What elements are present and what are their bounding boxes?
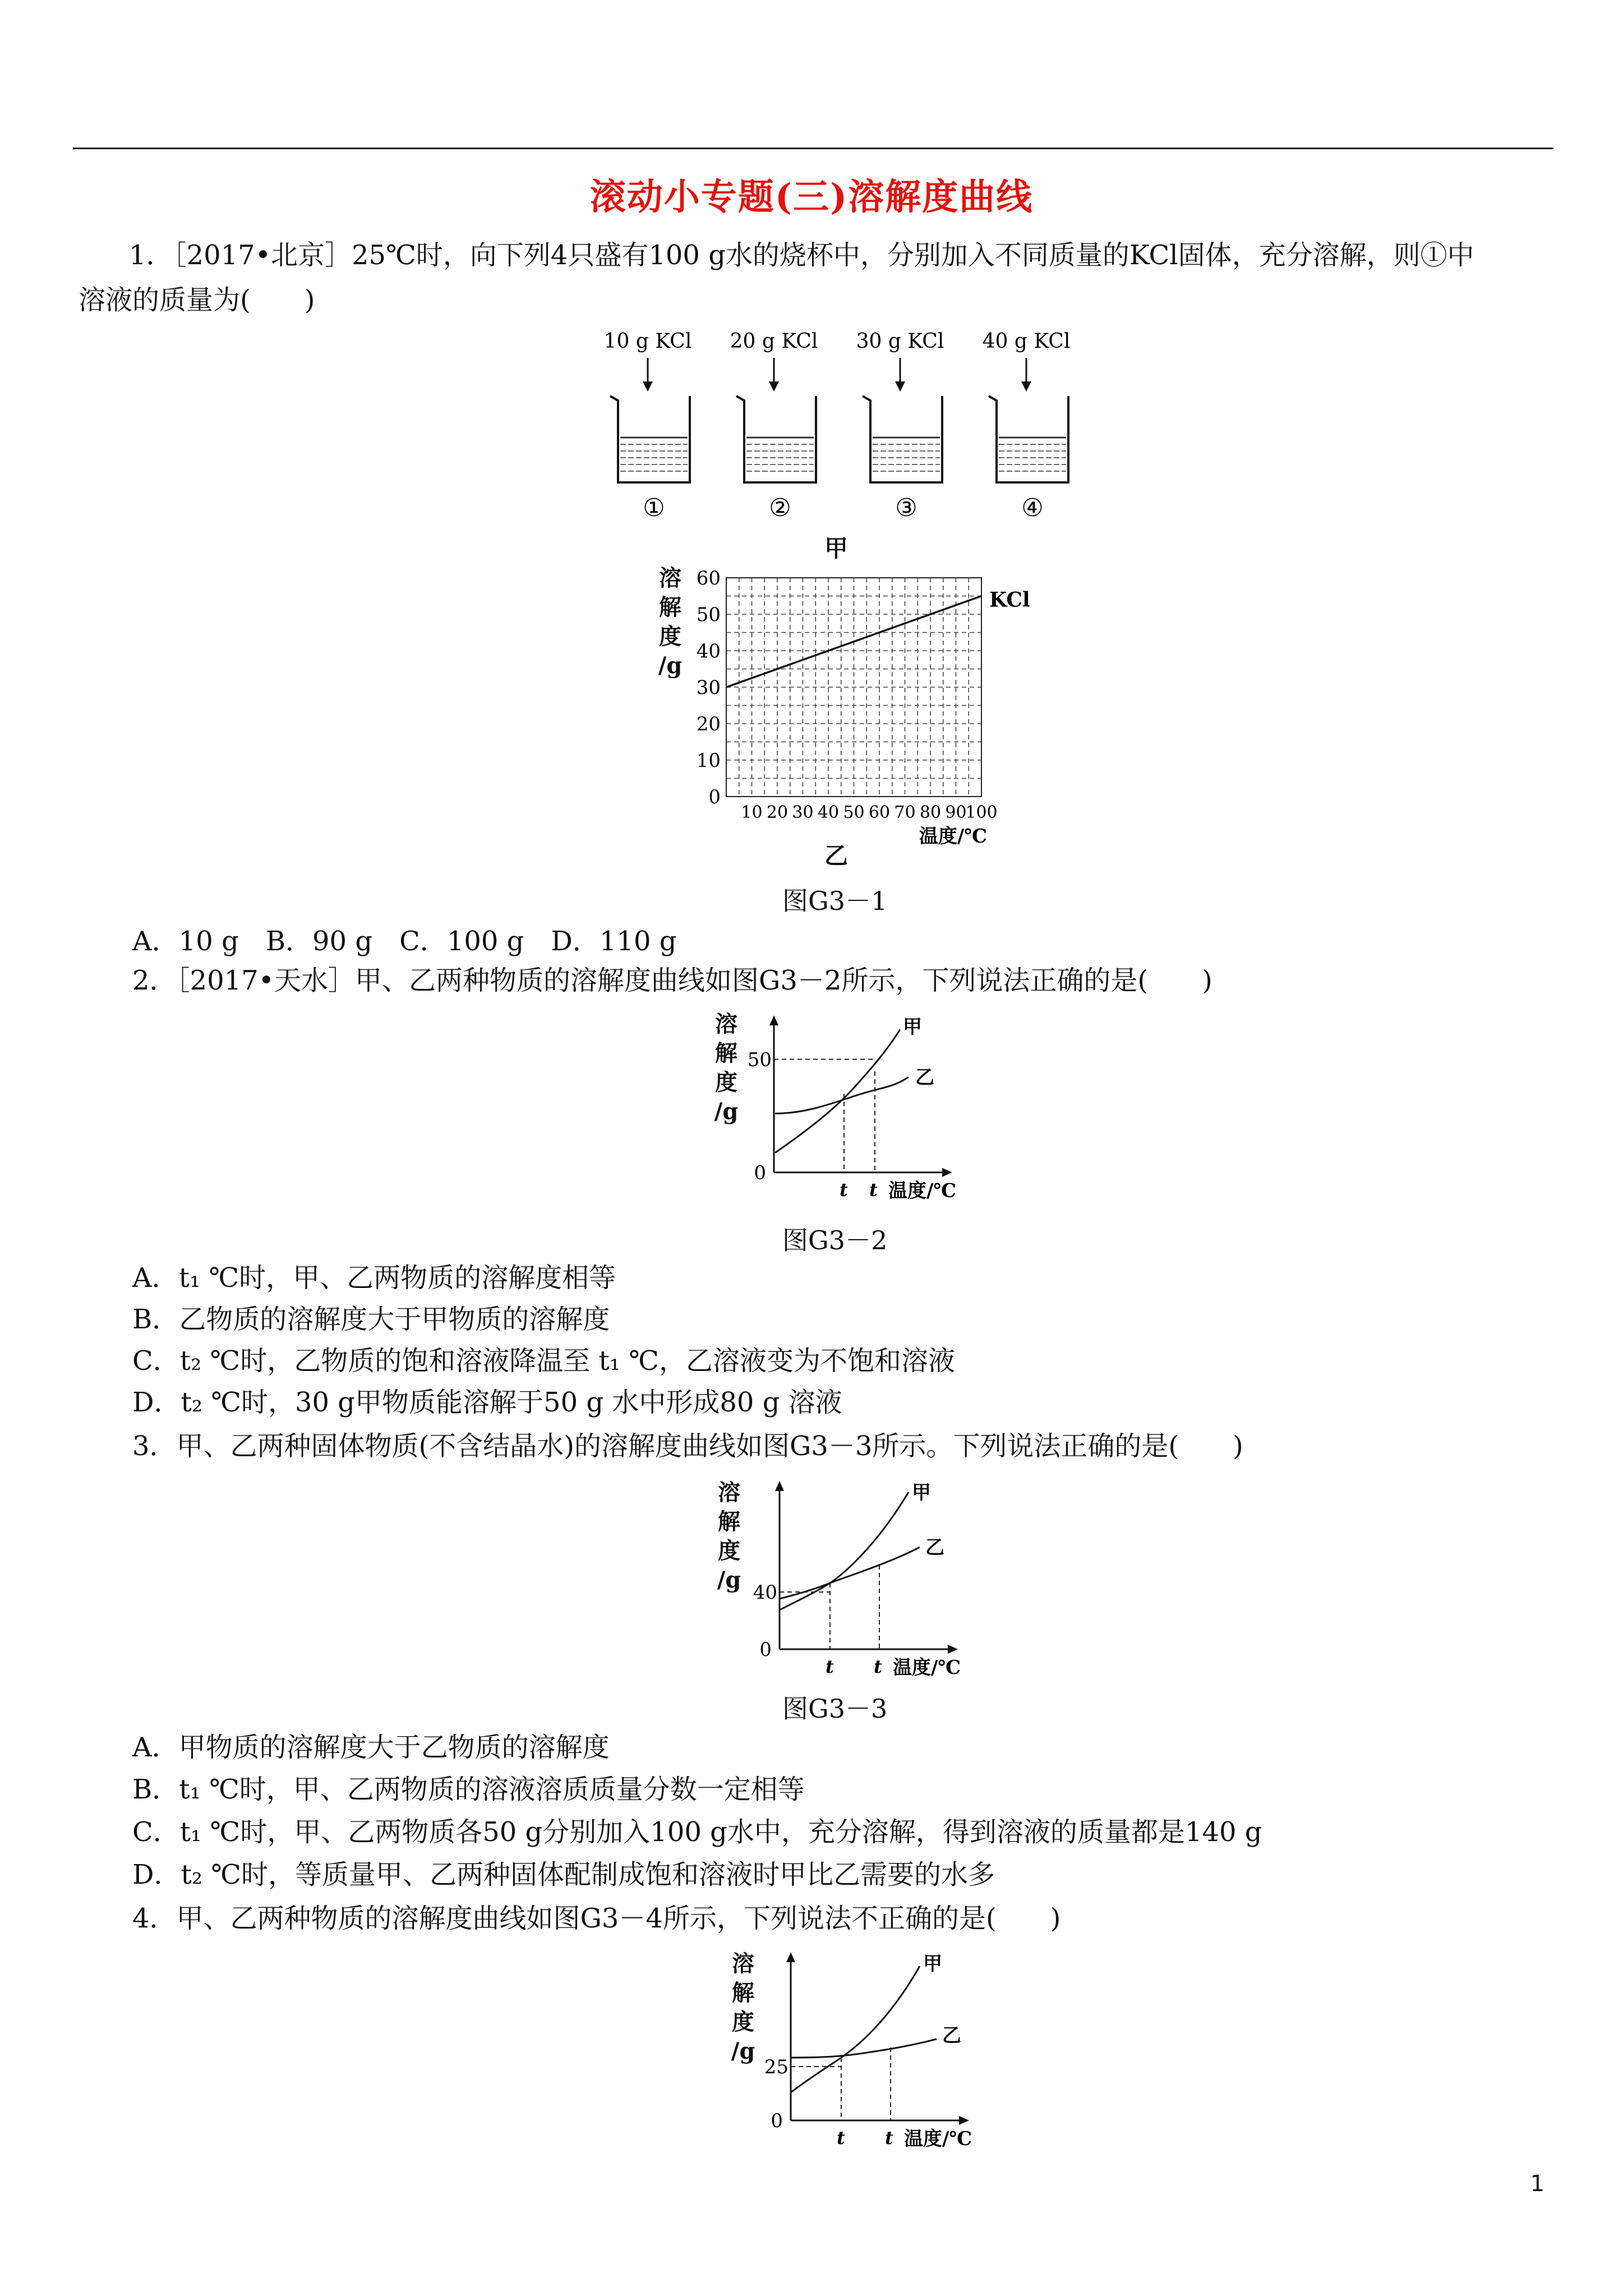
x-tick-label: 10 [741, 803, 763, 822]
fig2-caption: 图G3－2 [782, 1225, 888, 1255]
y-tick-label: 30 [696, 677, 721, 699]
label-yi: 乙 [942, 2024, 961, 2047]
arrow-head-icon [895, 381, 905, 392]
beaker-mark: ③ [895, 494, 917, 522]
beaker-label: 40 g KCl [982, 330, 1071, 353]
q3-option-b: B．t₁ ℃时，甲、乙两物质的溶液溶质质量分数一定相等 [132, 1774, 805, 1805]
fig1-top-label: 甲 [824, 535, 849, 562]
fig4-ylabel: 溶 解 度 /g [731, 1950, 755, 2064]
x-axis-arrow-icon [948, 1645, 958, 1654]
x-axis-arrow-icon [942, 1168, 952, 1177]
label-jia: 甲 [912, 1481, 931, 1504]
x-axis-label: 温度/℃ [919, 825, 987, 847]
beaker-mark: ② [769, 494, 791, 522]
t1-label: t [837, 2127, 845, 2148]
beaker-icon [989, 396, 1068, 482]
y-axis-arrow-icon [775, 1481, 784, 1491]
beakers-figure [583, 325, 1099, 527]
kcl-solubility-chart [690, 561, 1082, 847]
t2-label: t [874, 1656, 882, 1677]
x-axis-arrow-icon [959, 2116, 969, 2125]
origin-label: 0 [771, 2110, 783, 2132]
q3-option-c: C．t₁ ℃时，甲、乙两物质各50 g分别加入100 g水中，充分溶解，得到溶液的质量都是140 g [132, 1816, 1262, 1848]
y-axis-arrow-icon [786, 1952, 795, 1962]
fig3-caption: 图G3－3 [782, 1694, 888, 1724]
x-axis-label: 温度/℃ [904, 2128, 972, 2150]
origin-label: 0 [759, 1639, 772, 1661]
q2-option-c: C．t₂ ℃时，乙物质的饱和溶液降温至 t₁ ℃，乙溶液变为不饱和溶液 [132, 1345, 955, 1377]
x-tick-label: 50 [843, 803, 865, 822]
label-jia: 甲 [903, 1016, 922, 1038]
series-label-kcl: KCl [989, 588, 1030, 612]
fig1-caption: 图G3－1 [782, 886, 888, 916]
q2-option-a: A．t₁ ℃时，甲、乙两物质的溶解度相等 [132, 1262, 616, 1294]
y-tick-label: 50 [696, 604, 721, 626]
fig1-bottom-label: 乙 [824, 842, 849, 869]
top-rule [73, 148, 1553, 149]
t1-label: t [826, 1656, 834, 1677]
x-tick-label: 90 [945, 803, 967, 822]
q3-stem: 3．甲、乙两种固体物质(不含结晶水)的溶解度曲线如图G3－3所示。下列说法正确的是( ) [132, 1430, 1243, 1462]
q2-option-b: B．乙物质的溶解度大于甲物质的溶解度 [132, 1304, 610, 1335]
label-yi: 乙 [925, 1536, 944, 1559]
y-tick-label: 0 [708, 786, 721, 808]
t1-label: t [840, 1179, 848, 1200]
q1-line1: 1．［2017•北京］25℃时，向下列4只盛有100 g水的烧杯中，分别加入不同质量的KCl固体，充分溶解，则①中 [129, 240, 1474, 271]
x-axis-label: 温度/℃ [893, 1657, 961, 1679]
x-tick-label: 100 [965, 803, 998, 822]
fig3-solubility-chart [746, 1475, 981, 1683]
y-tick-label: 20 [696, 713, 721, 735]
curve-yi [775, 1077, 909, 1114]
beaker-icon [863, 396, 942, 482]
q3-option-d: D．t₂ ℃时，等质量甲、乙两种固体配制成饱和溶液时甲比乙需要的水多 [132, 1859, 995, 1890]
origin-label: 0 [754, 1162, 766, 1184]
fig3-ylabel: 溶 解 度 /g [717, 1479, 741, 1593]
x-tick-label: 80 [919, 803, 942, 822]
x-tick-label: 20 [766, 803, 789, 822]
arrow-head-icon [769, 381, 779, 392]
fig2-ylabel: 溶 解 度 /g [714, 1011, 739, 1125]
page-number: 1 [1530, 2171, 1544, 2197]
y-axis-arrow-icon [769, 1015, 778, 1025]
x-axis-label: 温度/℃ [888, 1180, 957, 1202]
fig4-solubility-chart [757, 1947, 993, 2154]
q4-stem: 4．甲、乙两种物质的溶解度曲线如图G3－4所示，下列说法不正确的是( ) [132, 1903, 1061, 1934]
q2-stem: 2．［2017•天水］甲、乙两种物质的溶解度曲线如图G3－2所示，下列说法正确的是( ) [132, 965, 1212, 996]
beaker-mark: ④ [1021, 494, 1044, 522]
beaker-label: 20 g KCl [730, 330, 818, 353]
label-jia: 甲 [923, 1953, 942, 1975]
page-title: 滚动小专题(三)溶解度曲线 [589, 176, 1034, 218]
curve-yi [791, 2039, 937, 2058]
curve-jia [791, 1966, 920, 2092]
curve-jia [775, 1029, 900, 1153]
x-tick-label: 70 [894, 803, 916, 822]
x-tick-label: 60 [868, 803, 891, 822]
fig1-ylabel: 溶 解 度 /g [658, 565, 683, 679]
q1-options: A．10 g B．90 g C．100 g D．110 g [132, 926, 677, 957]
q3-option-a: A．甲物质的溶解度大于乙物质的溶解度 [132, 1732, 610, 1763]
beaker-label: 10 g KCl [603, 330, 692, 353]
t2-label: t [885, 2127, 893, 2148]
x-tick-label: 40 [817, 803, 840, 822]
q2-option-d: D．t₂ ℃时，30 g甲物质能溶解于50 g 水中形成80 g 溶液 [132, 1387, 842, 1418]
y-value-label: 25 [764, 2056, 789, 2078]
beaker-icon [610, 396, 690, 482]
arrow-head-icon [643, 381, 653, 392]
label-yi: 乙 [915, 1066, 934, 1089]
y-value-label: 50 [747, 1048, 772, 1071]
arrow-head-icon [1021, 381, 1031, 392]
fig2-solubility-chart [740, 1010, 976, 1212]
beaker-icon [736, 396, 816, 482]
y-value-label: 40 [753, 1581, 777, 1604]
q1-line2: 溶液的质量为( ) [79, 284, 315, 316]
curve-yi [780, 1547, 920, 1599]
beaker-label: 30 g KCl [856, 330, 944, 353]
t2-label: t [869, 1179, 878, 1200]
y-tick-label: 60 [696, 567, 721, 590]
beaker-mark: ① [643, 494, 665, 522]
y-tick-label: 10 [696, 749, 721, 772]
x-tick-label: 30 [792, 803, 814, 822]
y-tick-label: 40 [696, 640, 721, 662]
